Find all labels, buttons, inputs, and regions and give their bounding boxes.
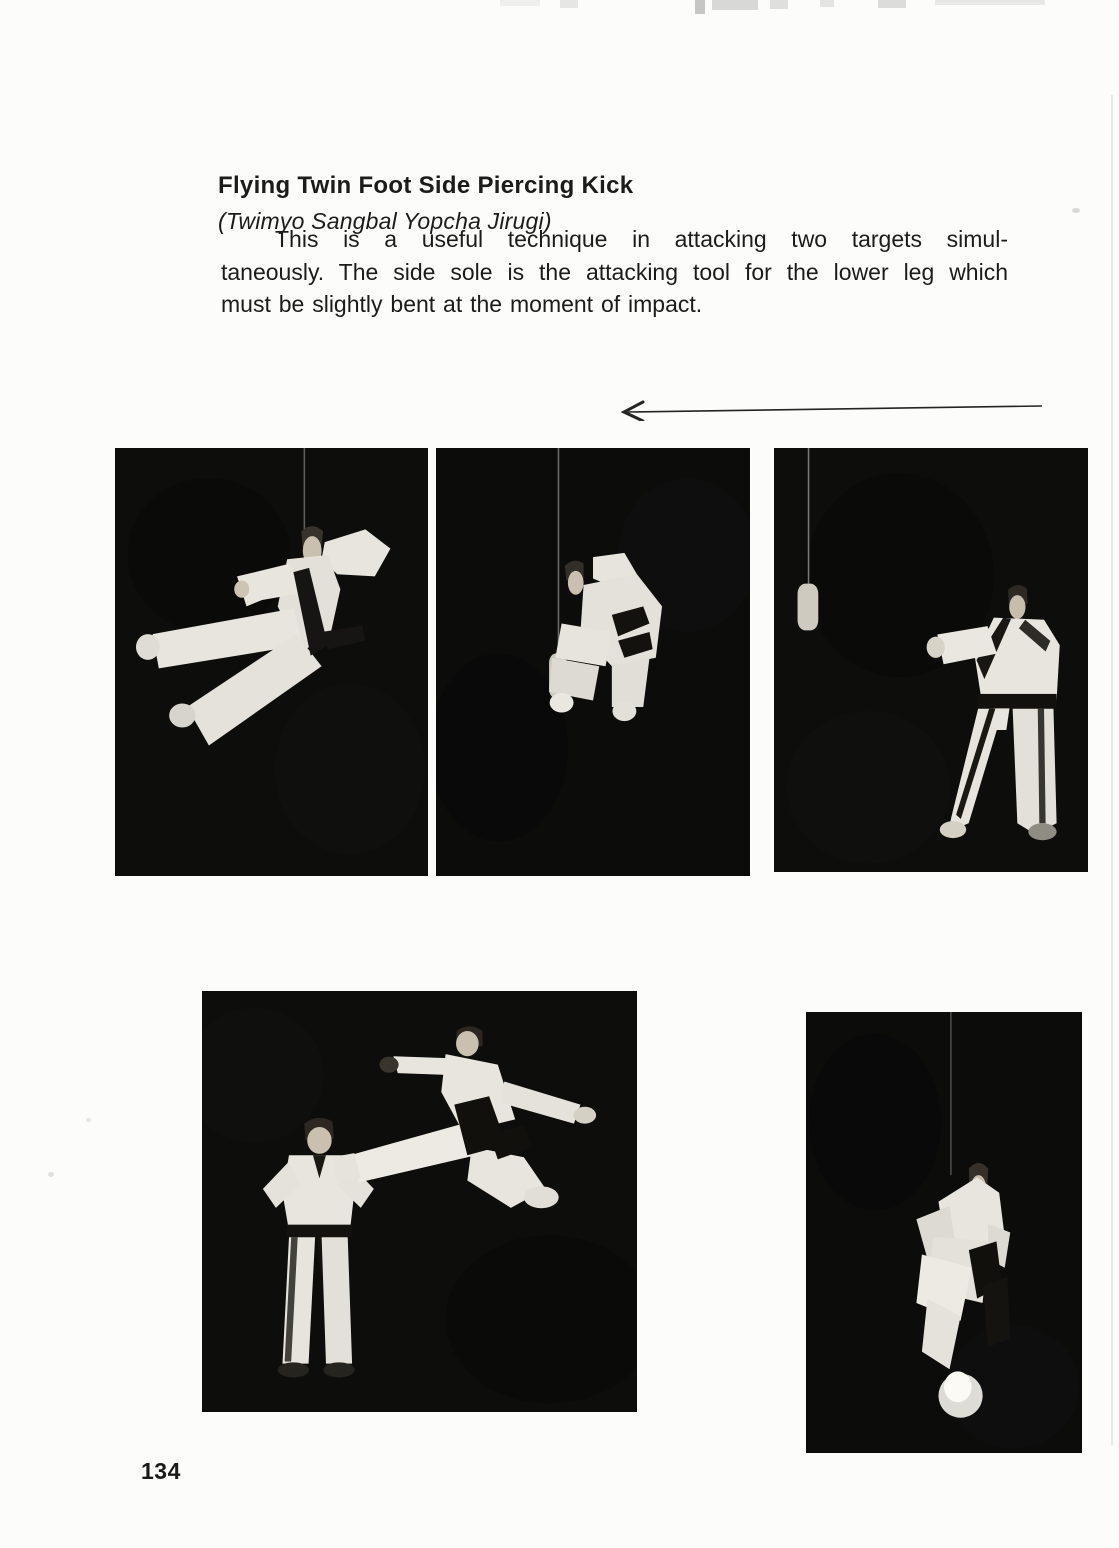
- photo-ready-stance-with-target: [774, 448, 1088, 872]
- scan-artifact: [712, 0, 758, 10]
- photo-tucked-jump-with-target: [436, 448, 750, 876]
- photo-partner-head-kick: [202, 991, 637, 1412]
- body-paragraph: [221, 223, 1008, 321]
- scan-artifact: [878, 0, 906, 8]
- scan-artifact: [770, 0, 788, 9]
- page-edge-shadow: [1111, 95, 1113, 1445]
- scan-artifact: [500, 0, 540, 6]
- scan-artifact: [935, 0, 1045, 5]
- scan-artifact: [560, 0, 578, 8]
- scan-speck: [48, 1172, 54, 1177]
- sequence-direction-arrow-icon: [612, 399, 1048, 421]
- scan-speck: [86, 1118, 91, 1122]
- paragraph-line: taneously. The side sole is the attacking tool for the lower leg which: [221, 258, 1008, 285]
- page-number: 134: [141, 1458, 181, 1484]
- scan-artifact: [695, 0, 705, 14]
- page-title: Flying Twin Foot Side Piercing Kick: [218, 172, 634, 200]
- scan-artifact: [820, 0, 834, 7]
- paragraph-line: must be slightly bent at the moment of impact.: [221, 291, 703, 317]
- paragraph-line: This is a useful technique in attacking two targets simul-: [275, 226, 1008, 252]
- photo-tucked-jump: [806, 1012, 1082, 1453]
- scan-speck: [1072, 208, 1080, 213]
- photo-flying-kick: [115, 448, 428, 876]
- page-subtitle: (Twimyo Sangbal Yopcha Jirugi): [218, 208, 552, 235]
